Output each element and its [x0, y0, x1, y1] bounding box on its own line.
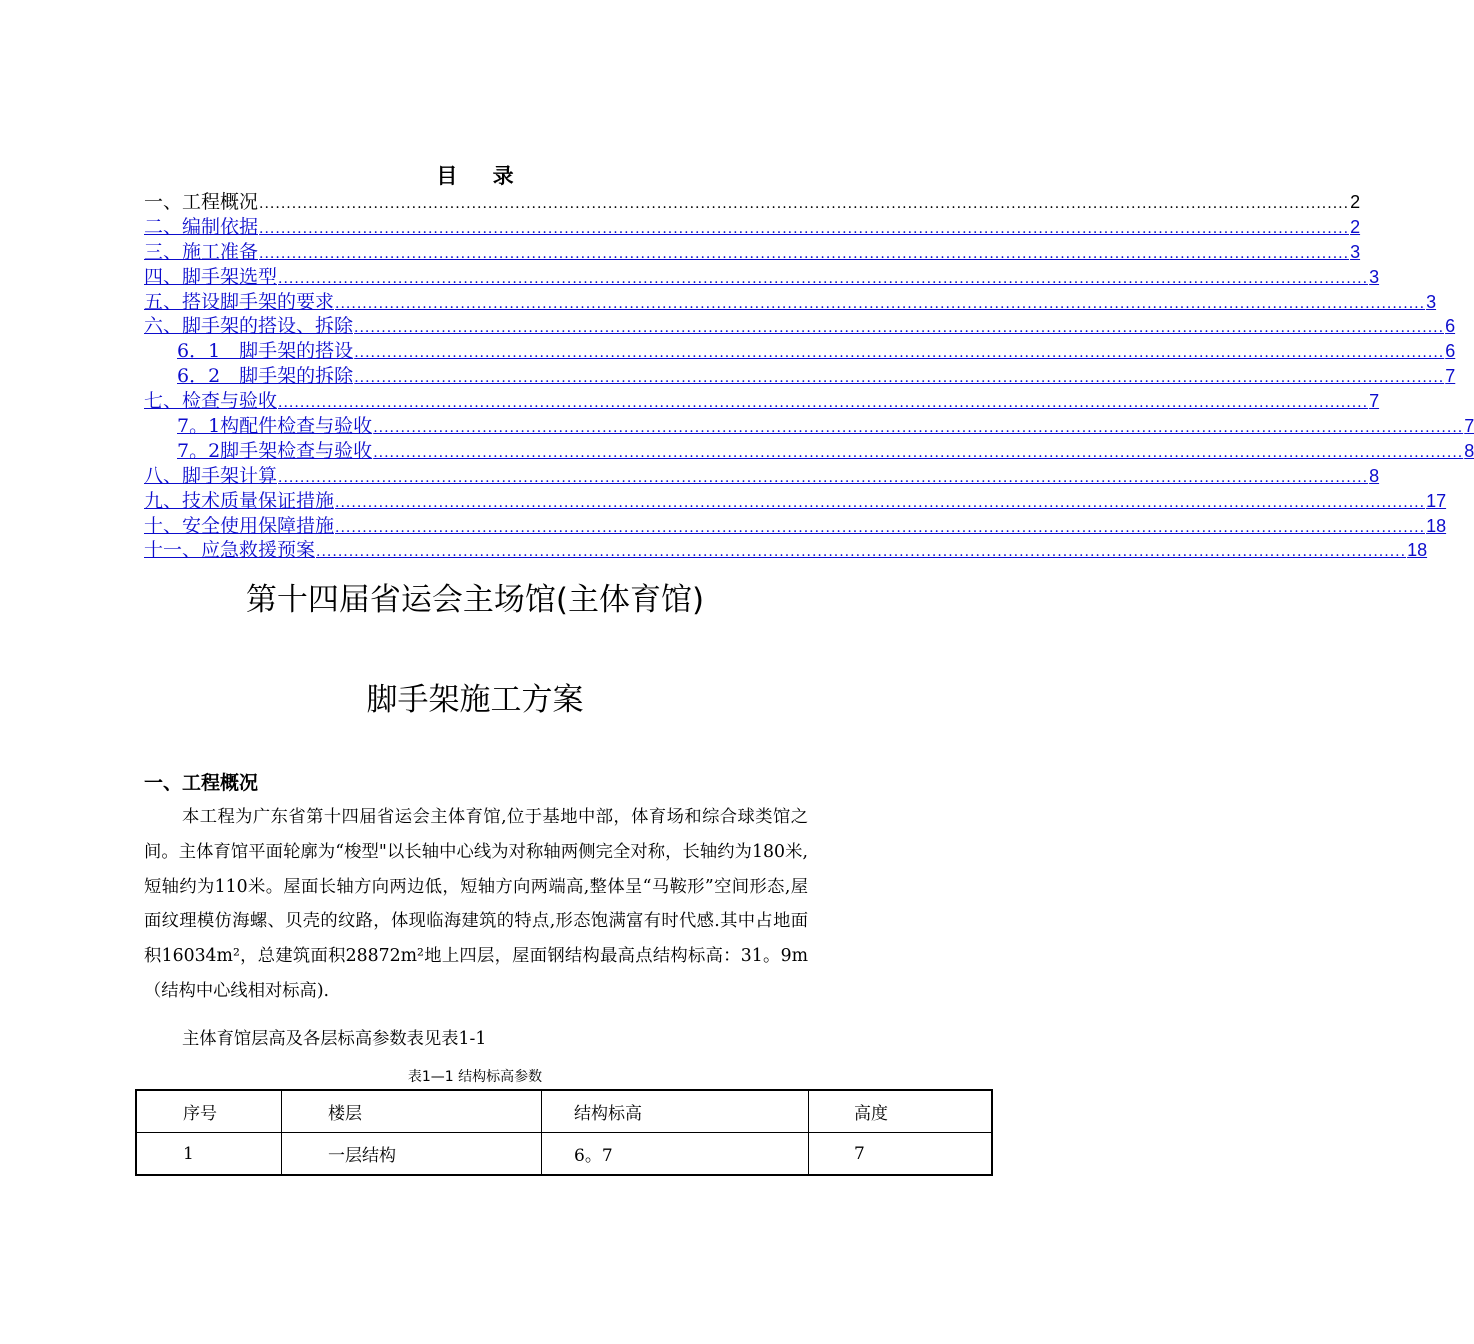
document-subtitle: 脚手架施工方案	[366, 682, 584, 718]
table-cell: 一层结构	[282, 1133, 542, 1176]
toc-leader-dots: ........................................................................................................................................................................................................	[354, 345, 1445, 362]
toc-entry[interactable]	[144, 265, 1380, 290]
toc-entry-label: 6．1 脚手架的搭设	[177, 340, 354, 363]
table-of-contents	[144, 190, 1474, 563]
toc-entry-page: 7	[1464, 416, 1474, 437]
toc-entry[interactable]	[144, 538, 1428, 563]
toc-leader-dots: ........................................................................................................................................................................................................	[335, 494, 1426, 511]
toc-leader-dots: ........................................................................................................................................................................................................	[335, 519, 1426, 536]
toc-entry[interactable]	[144, 215, 1361, 240]
toc-subentry[interactable]	[144, 439, 1474, 464]
toc-leader-dots: ........................................................................................................................................................................................................	[259, 220, 1350, 237]
toc-entry-page: 17	[1426, 490, 1447, 511]
toc-entry-label: 7。2脚手架检查与验收	[177, 439, 373, 462]
toc-entry-page: 3	[1350, 241, 1361, 262]
toc-entry-page: 7	[1369, 391, 1380, 412]
toc-entry-label: 九、技术质量保证措施	[144, 489, 335, 512]
toc-leader-dots: ........................................................................................................................................................................................................	[259, 245, 1350, 262]
toc-entry-label: 6．2 脚手架的拆除	[177, 365, 354, 388]
toc-leader-dots: ........................................................................................................................................................................................................	[373, 420, 1464, 437]
table-header-cell: 高度	[809, 1090, 993, 1133]
toc-title: 目 录	[436, 163, 528, 188]
toc-entry-page: 2	[1350, 216, 1361, 237]
toc-entry[interactable]	[144, 464, 1380, 489]
toc-entry-page: 8	[1464, 440, 1474, 461]
table-row	[136, 1133, 992, 1176]
toc-subentry[interactable]	[144, 414, 1474, 439]
toc-entry[interactable]	[144, 389, 1380, 414]
table-header-row	[136, 1090, 992, 1133]
toc-subentry[interactable]	[144, 339, 1456, 364]
toc-entry-page: 7	[1445, 366, 1456, 387]
toc-entry-label: 三、施工准备	[144, 240, 259, 263]
section-paragraph: 本工程为广东省第十四届省运会主体育馆,位于基地中部，体育场和综合球类馆之间。主体育馆平面轮廓为“梭型"以长轴中心线为对称轴两侧完全对称，长轴约为180米,短轴约为110米。屋面长轴方向两边低，短轴方向两端高,整体呈“马鞍形”空间形态,屋面纹理模仿海螺、贝壳的纹路，体现临海建筑的特点,形态饱满富有时代感.其中占地面积16034m²，总建筑面积28872m²地上四层，屋面钢结构最高点结构标高：31。9m（结构中心线相对标高).	[144, 807, 808, 1001]
toc-leader-dots: ........................................................................................................................................................................................................	[278, 270, 1369, 287]
toc-entry-label: 六、脚手架的搭设、拆除	[144, 315, 354, 338]
toc-entry-page: 6	[1445, 316, 1456, 337]
toc-entry-label: 七、检查与验收	[144, 390, 278, 413]
section-heading: 一、工程概况	[144, 772, 259, 794]
toc-entry-label: 二、编制依据	[144, 215, 259, 238]
toc-entry-page: 3	[1369, 266, 1380, 287]
table-cell: 1	[136, 1133, 282, 1176]
toc-entry-page: 8	[1369, 465, 1380, 486]
table-cell: 7	[809, 1133, 993, 1176]
toc-entry-label: 一、工程概况	[144, 191, 259, 213]
toc-entry-label: 十一、应急救援预案	[144, 539, 316, 562]
toc-subentry[interactable]	[144, 364, 1456, 389]
table-header-cell: 序号	[136, 1090, 282, 1133]
toc-leader-dots: ........................................................................................................................................................................................................	[316, 544, 1407, 561]
table-caption: 表1—1 结构标高参数	[407, 1069, 543, 1085]
section-paragraph: 主体育馆层高及各层标高参数表见表1-1	[182, 1029, 487, 1049]
toc-entry-page: 6	[1445, 341, 1456, 362]
toc-leader-dots: ........................................................................................................................................................................................................	[373, 444, 1464, 461]
toc-entry[interactable]	[144, 514, 1447, 539]
toc-entry-label: 十、安全使用保障措施	[144, 514, 335, 537]
toc-entry-label: 五、搭设脚手架的要求	[144, 290, 335, 313]
table-header-cell: 楼层	[282, 1090, 542, 1133]
table-header-cell: 结构标高	[542, 1090, 809, 1133]
toc-entry-label: 八、脚手架计算	[144, 464, 278, 487]
toc-leader-dots: ........................................................................................................................................................................................................	[278, 395, 1369, 412]
toc-entry[interactable]	[144, 240, 1361, 265]
toc-leader-dots: ........................................................................................................................................................................................................	[335, 295, 1426, 312]
toc-entry-page: 3	[1426, 291, 1437, 312]
document-title: 第十四届省运会主场馆(主体育馆)	[245, 582, 705, 618]
toc-entry[interactable]	[144, 190, 1361, 215]
toc-entry[interactable]	[144, 290, 1437, 315]
toc-leader-dots: ........................................................................................................................................................................................................	[259, 196, 1350, 212]
toc-entry[interactable]	[144, 314, 1456, 339]
toc-entry-label: 7。1构配件检查与验收	[177, 415, 373, 438]
toc-entry-label: 四、脚手架选型	[144, 265, 278, 288]
toc-entry[interactable]	[144, 489, 1447, 514]
structure-elevation-table	[135, 1089, 993, 1176]
toc-leader-dots: ........................................................................................................................................................................................................	[354, 320, 1445, 337]
toc-entry-page: 18	[1407, 540, 1428, 561]
toc-entry-page: 18	[1426, 515, 1447, 536]
toc-entry-page: 2	[1350, 192, 1361, 212]
toc-leader-dots: ........................................................................................................................................................................................................	[278, 469, 1369, 486]
table-cell: 6。7	[542, 1133, 809, 1176]
toc-leader-dots: ........................................................................................................................................................................................................	[354, 370, 1445, 387]
